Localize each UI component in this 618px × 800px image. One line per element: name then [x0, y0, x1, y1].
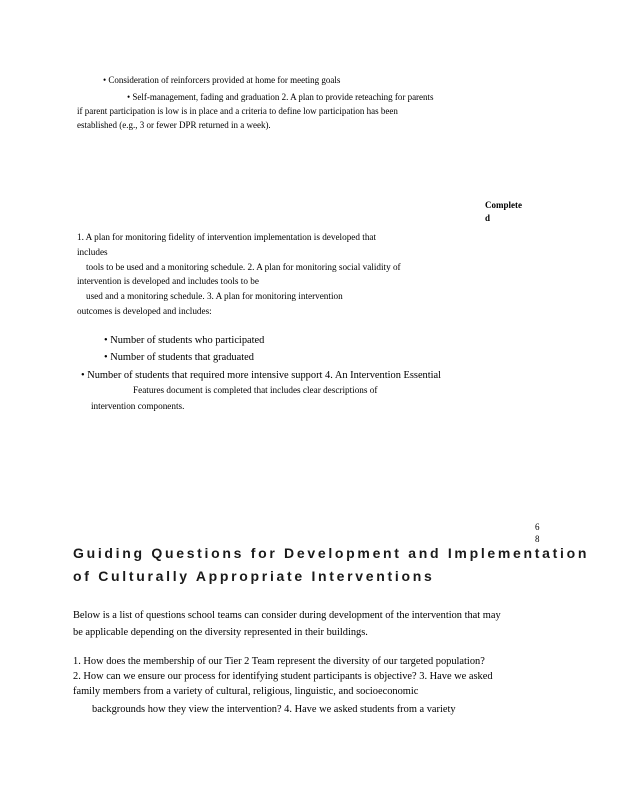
monitoring-line-6: outcomes is developed and includes:	[77, 306, 212, 316]
intro-line-1: Below is a list of questions school teams can consider during development of the intervention that may	[73, 610, 501, 621]
section-heading-line1: Guiding Questions for Development and Implementation	[73, 545, 590, 561]
text-established: established (e.g., 3 or fewer DPR returned in a week).	[77, 120, 271, 130]
intro-line-2: be applicable depending on the diversity represented in their buildings.	[73, 627, 368, 638]
monitoring-line-4: intervention is developed and includes tools to be	[77, 276, 259, 286]
page-number-digit-1: 6	[535, 522, 540, 532]
bullet-participated: • Number of students who participated	[104, 335, 265, 346]
monitoring-line-3: tools to be used and a monitoring schedule. 2. A plan for monitoring social validity of	[86, 262, 401, 272]
question-line-3: family members from a variety of cultural, religious, linguistic, and socioeconomic	[73, 686, 419, 697]
monitoring-line-1: 1. A plan for monitoring fidelity of intervention implementation is developed that	[77, 232, 377, 242]
bullet-intensive-support: • Number of students that required more intensive support 4. An Intervention Essential	[81, 370, 442, 381]
monitoring-line-8: intervention components.	[91, 401, 185, 411]
question-line-4: backgrounds how they view the intervention? 4. Have we asked students from a variety	[92, 704, 456, 715]
monitoring-line-5: used and a monitoring schedule. 3. A plan for monitoring intervention	[86, 291, 343, 301]
bullet-graduated: • Number of students that graduated	[104, 352, 254, 363]
bullet-self-management: • Self-management, fading and graduation 2. A plan to provide reteaching for parents	[127, 92, 434, 102]
bullet-reinforcers: • Consideration of reinforcers provided at home for meeting goals	[103, 75, 341, 85]
page-number-digit-2: 8	[535, 534, 540, 544]
completed-label-line2: d	[485, 213, 491, 223]
question-line-1: 1. How does the membership of our Tier 2 Team represent the diversity of our targeted population?	[73, 656, 485, 667]
question-line-2: 2. How can we ensure our process for identifying student participants is objective? 3. Have we asked	[73, 671, 493, 682]
completed-label-line1: Complete	[485, 200, 522, 210]
text-parent-participation: if parent participation is low is in place and a criteria to define low participation has been	[77, 106, 398, 116]
monitoring-line-7: Features document is completed that includes clear descriptions of	[133, 385, 378, 395]
monitoring-line-2: includes	[77, 247, 108, 257]
section-heading-line2: of Culturally Appropriate Interventions	[73, 568, 435, 584]
